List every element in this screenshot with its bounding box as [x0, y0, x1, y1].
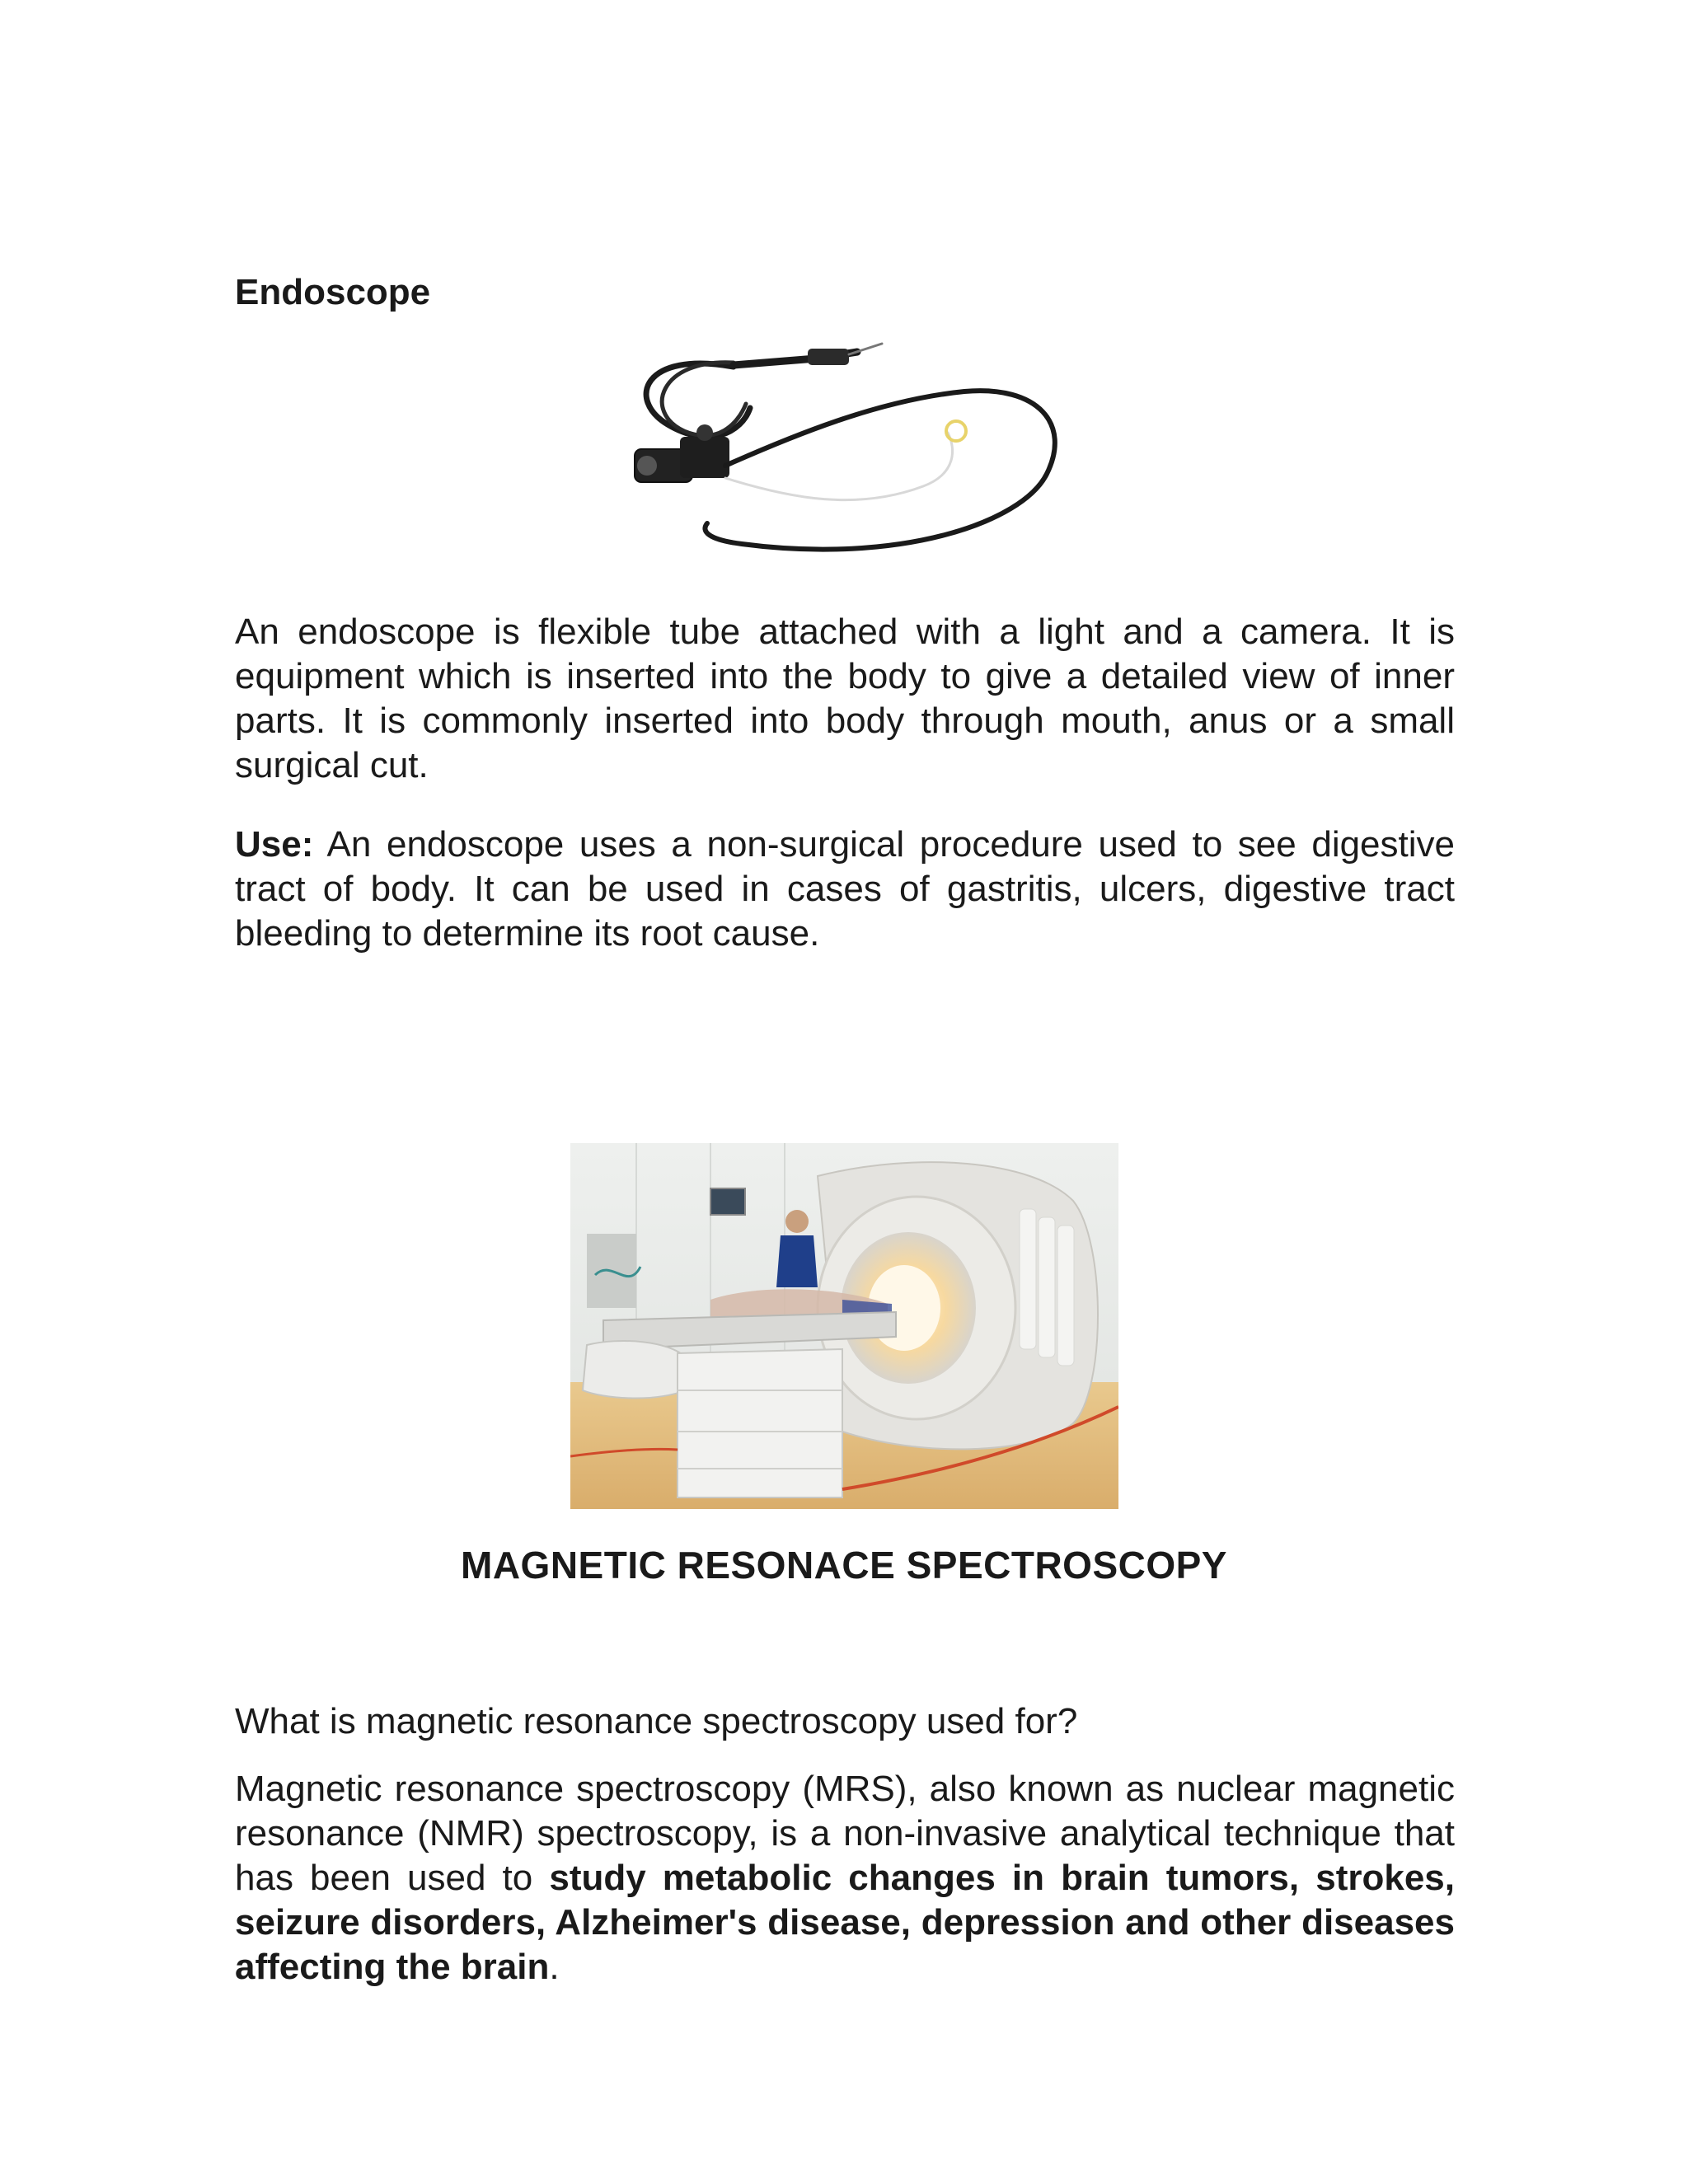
mrs-answer	[235, 1767, 1455, 1990]
mrs-answer-start: Magnetic resonance spectroscopy (MRS), also known as nuclear magnetic resonance (NMR) spectroscopy, is a non-invasive analytical technique that has been used to	[235, 1769, 1455, 1898]
endoscope-description: An endoscope is flexible tube attached with a light and a camera. It is equipment which is inserted into the body to give a detailed view of inner parts. It is commonly inserted into body through mouth, anus or a small surgical cut.	[235, 612, 1455, 785]
mri-scanner-image	[570, 1143, 1118, 1509]
use-text: An endoscope uses a non-surgical procedure used to see digestive tract of body. It can be used in cases of gastritis, ulcers, digestive tract bleeding to determine its root cause.	[235, 824, 1455, 954]
endoscope-image	[610, 334, 1080, 581]
mrs-answer-end: .	[549, 1947, 560, 1987]
use-label: Use:	[235, 824, 314, 865]
mrs-question: What is magnetic resonance spectroscopy used for?	[235, 1701, 1078, 1741]
mrs-answer-bold: study metabolic changes in brain tumors, strokes, seizure disorders, Alzheimer's disease, depression and other diseases affecting the brain	[235, 1858, 1455, 1987]
endoscope-heading: Endoscope	[235, 272, 431, 312]
mrs-heading: MAGNETIC RESONACE SPECTROSCOPY	[461, 1544, 1227, 1586]
endoscope-use-paragraph	[235, 823, 1455, 956]
